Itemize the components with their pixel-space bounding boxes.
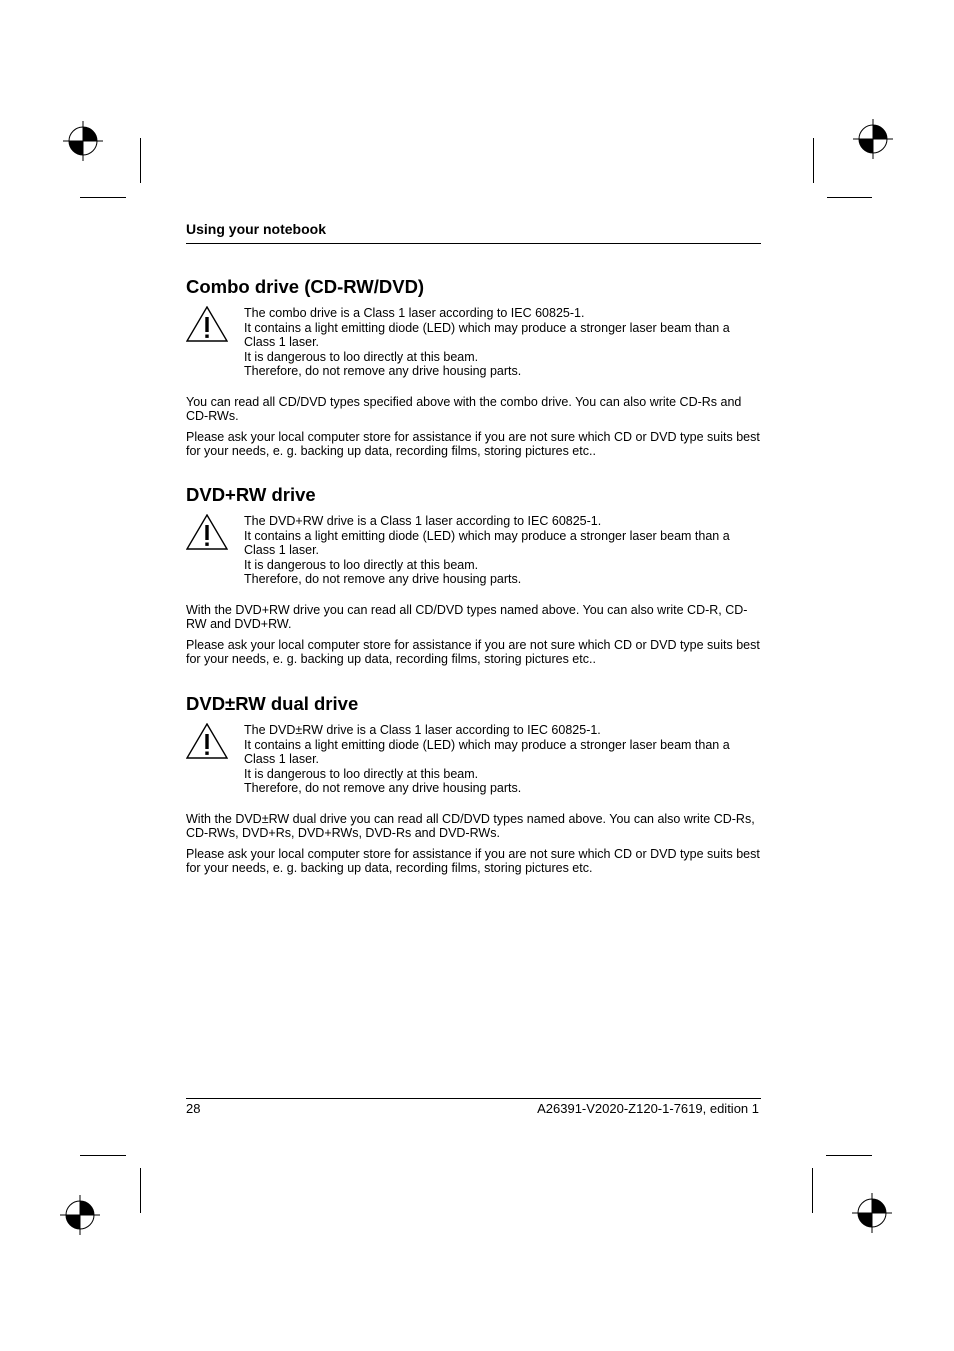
- registration-mark-icon: [852, 1193, 892, 1233]
- warning-line: Therefore, do not remove any drive housing parts.: [244, 364, 522, 378]
- warning-line: It contains a light emitting diode (LED) which may produce a stronger laser beam than a Class 1 laser.: [244, 528, 730, 557]
- registration-mark-icon: [60, 1195, 100, 1235]
- section-title: DVD+RW drive: [186, 484, 316, 505]
- crop-mark: [812, 1168, 813, 1213]
- warning-triangle-icon: [186, 723, 228, 759]
- warning-line: It is dangerous to loo directly at this beam.: [244, 349, 479, 364]
- crop-mark: [80, 197, 126, 198]
- warning-triangle-icon: [186, 514, 228, 550]
- crop-mark: [826, 1155, 872, 1156]
- section-title: Combo drive (CD-RW/DVD): [186, 276, 425, 297]
- crop-mark: [80, 1155, 126, 1156]
- section-combo-drive: [186, 276, 761, 459]
- registration-mark-icon: [853, 119, 893, 159]
- warning-block: [186, 514, 761, 587]
- footer-rule: [186, 1098, 761, 1099]
- running-head: Using your notebook: [186, 221, 326, 237]
- section-dvd-rw-drive: [186, 484, 761, 667]
- body-paragraph: With the DVD±RW dual drive you can read all CD/DVD types named above. You can also write CD-Rs, CD-RWs, DVD+Rs, DVD+RWs, DVD-Rs and DVD-RWs.: [186, 811, 755, 840]
- body-paragraph: With the DVD+RW drive you can read all CD/DVD types named above. You can also write CD-R, CD-RW and DVD+RW.: [186, 602, 748, 631]
- warning-line: Therefore, do not remove any drive housing parts.: [244, 781, 522, 795]
- body-paragraph: Please ask your local computer store for assistance if you are not sure which CD or DVD type suits best for your needs, e. g. backing up data, recording films, storing pictures etc..: [186, 429, 760, 458]
- warning-line: Therefore, do not remove any drive housing parts.: [244, 572, 522, 586]
- body-paragraph: Please ask your local computer store for assistance if you are not sure which CD or DVD type suits best for your needs, e. g. backing up data, recording films, storing pictures etc.: [186, 846, 760, 875]
- warning-line: It contains a light emitting diode (LED) which may produce a stronger laser beam than a Class 1 laser.: [244, 737, 730, 766]
- warning-line: It is dangerous to loo directly at this beam.: [244, 766, 479, 781]
- body-paragraph: You can read all CD/DVD types specified above with the combo drive. You can also write CD-Rs and CD-RWs.: [186, 394, 742, 423]
- crop-mark: [813, 138, 814, 183]
- body-paragraph: Please ask your local computer store for assistance if you are not sure which CD or DVD type suits best for your needs, e. g. backing up data, recording films, storing pictures etc..: [186, 637, 760, 666]
- crop-mark: [140, 1168, 141, 1213]
- page-number: 28: [186, 1101, 201, 1116]
- section-dvd-dual-drive: [186, 693, 761, 876]
- crop-mark: [140, 138, 141, 183]
- section-title: DVD±RW dual drive: [186, 693, 359, 714]
- warning-block: [186, 306, 761, 379]
- document-id: A26391-V2020-Z120-1-7619, edition 1: [537, 1101, 759, 1116]
- registration-mark-icon: [63, 121, 103, 161]
- crop-mark: [827, 197, 872, 198]
- warning-line: The DVD+RW drive is a Class 1 laser according to IEC 60825-1.: [244, 514, 602, 528]
- warning-line: The combo drive is a Class 1 laser according to IEC 60825-1.: [244, 306, 585, 320]
- warning-triangle-icon: [186, 306, 228, 342]
- warning-line: It is dangerous to loo directly at this beam.: [244, 557, 479, 572]
- warning-line: It contains a light emitting diode (LED) which may produce a stronger laser beam than a Class 1 laser.: [244, 320, 730, 349]
- warning-block: [186, 723, 761, 796]
- warning-line: The DVD±RW drive is a Class 1 laser according to IEC 60825-1.: [244, 723, 601, 737]
- header-rule: [186, 243, 761, 244]
